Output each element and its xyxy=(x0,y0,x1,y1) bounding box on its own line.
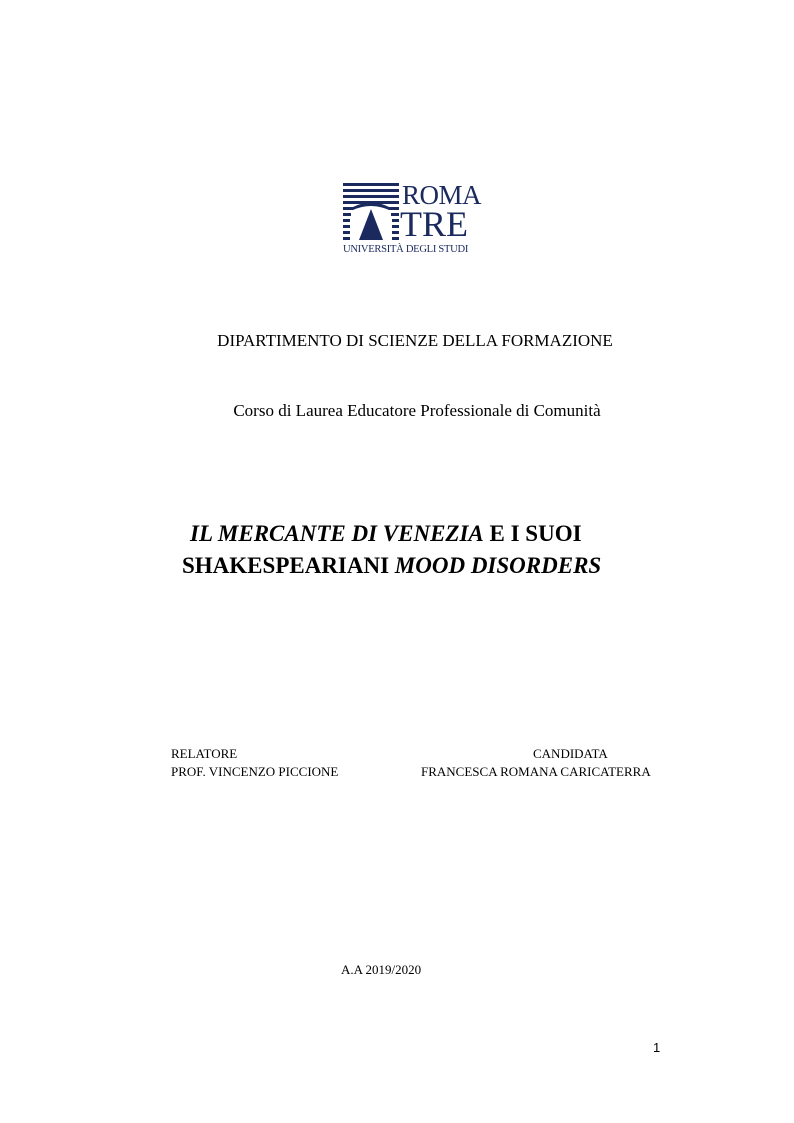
candidata-name: FRANCESCA ROMANA CARICATERRA xyxy=(421,764,651,779)
title-play-name: IL MERCANTE DI VENEZIA xyxy=(190,521,484,546)
relatore-name: PROF. VINCENZO PICCIONE xyxy=(171,764,339,779)
thesis-title-line-1 xyxy=(190,522,582,545)
page-number: 1 xyxy=(653,1040,661,1055)
title-mood-disorders: MOOD DISORDERS xyxy=(394,553,602,578)
course-name: Corso di Laurea Educatore Professionale di Comunità xyxy=(233,401,601,420)
title-shakespeariani: SHAKESPEARIANI xyxy=(182,553,395,578)
logo-text-tre: TRE xyxy=(400,204,468,244)
candidata-label: CANDIDATA xyxy=(533,746,608,761)
relatore-label: RELATORE xyxy=(171,746,238,761)
academic-year: A.A 2019/2020 xyxy=(341,962,422,977)
logo-text-roma: ROMA xyxy=(402,180,482,210)
thesis-title-line-2 xyxy=(182,554,601,577)
title-connector: E I SUOI xyxy=(483,521,582,546)
university-logo xyxy=(342,182,488,256)
department-name: DIPARTIMENTO DI SCIENZE DELLA FORMAZIONE xyxy=(217,331,613,350)
logo-text-university: UNIVERSITÀ DEGLI STUDI xyxy=(343,243,469,255)
